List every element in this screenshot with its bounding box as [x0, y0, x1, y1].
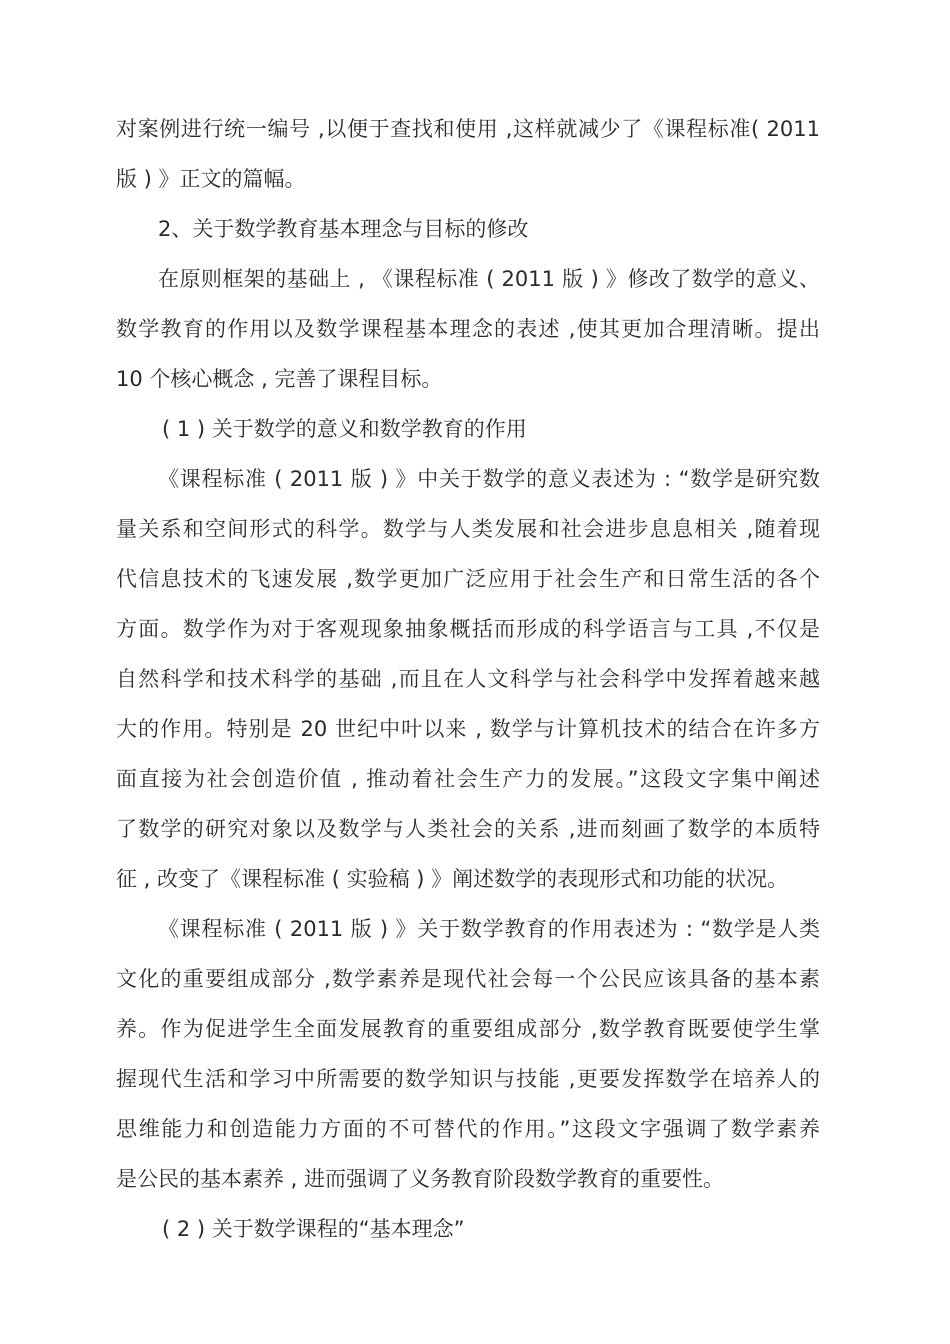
text-line: 大的作用。特别是 20 世纪中叶以来 , 数学与计算机技术的结合在许多方 — [116, 717, 820, 741]
text-line: 量关系和空间形式的科学。数学与人类发展和社会进步息息相关 ,随着现 — [116, 517, 820, 541]
text-line: 养。作为促进学生全面发展教育的重要组成部分 ,数学教育既要使学生掌 — [116, 1017, 820, 1041]
text-line: 对案例进行统一编号 ,以便于查找和使用 ,这样就减少了《课程标准( 2011 — [116, 117, 820, 141]
paragraph-first-line: 《课程标准 ( 2011 版 ) 》中关于数学的意义表述为 : “数学是研究数 — [158, 467, 820, 491]
text-line: 是公民的基本素养 , 进而强调了义务教育阶段数学教育的重要性。 — [116, 1167, 725, 1191]
text-line: 方面。数学作为对于客观现象抽象概括而形成的科学语言与工具 ,不仅是 — [116, 617, 820, 641]
text-line: 10 个核心概念 , 完善了课程目标。 — [116, 367, 443, 391]
text-line: 版 ) 》正文的篇幅。 — [116, 167, 306, 191]
text-line: 文化的重要组成部分 ,数学素养是现代社会每一个公民应该具备的基本素 — [116, 967, 820, 991]
text-line: 了数学的研究对象以及数学与人类社会的关系 ,进而刻画了数学的本质特 — [116, 817, 820, 841]
paragraph-first-line: 在原则框架的基础上 , 《课程标准 ( 2011 版 ) 》修改了数学的意义、 — [158, 267, 820, 291]
text-line: 握现代生活和学习中所需要的数学知识与技能 ,更要发挥数学在培养人的 — [116, 1067, 820, 1091]
section-heading: 2、关于数学教育基本理念与目标的修改 — [158, 217, 529, 241]
subsection-heading: ( 2 ) 关于数学课程的“基本理念” — [162, 1217, 465, 1241]
subsection-heading: ( 1 ) 关于数学的意义和数学教育的作用 — [162, 417, 527, 441]
text-line: 数学教育的作用以及数学课程基本理念的表述 ,使其更加合理清晰。提出 — [116, 317, 820, 341]
text-line: 面直接为社会创造价值 , 推动着社会生产力的发展。”这段文字集中阐述 — [116, 767, 820, 791]
text-line: 征 , 改变了《课程标准 ( 实验稿 ) 》阐述数学的表现形式和功能的状况。 — [116, 867, 789, 891]
paragraph-first-line: 《课程标准 ( 2011 版 ) 》关于数学教育的作用表述为 : “数学是人类 — [158, 917, 820, 941]
document-body — [116, 104, 820, 1254]
text-line: 自然科学和技术科学的基础 ,而且在人文科学与社会科学中发挥着越来越 — [116, 667, 820, 691]
text-line: 代信息技术的飞速发展 ,数学更加广泛应用于社会生产和日常生活的各个 — [116, 567, 820, 591]
text-line: 思维能力和创造能力方面的不可替代的作用。”这段文字强调了数学素养 — [116, 1117, 820, 1141]
